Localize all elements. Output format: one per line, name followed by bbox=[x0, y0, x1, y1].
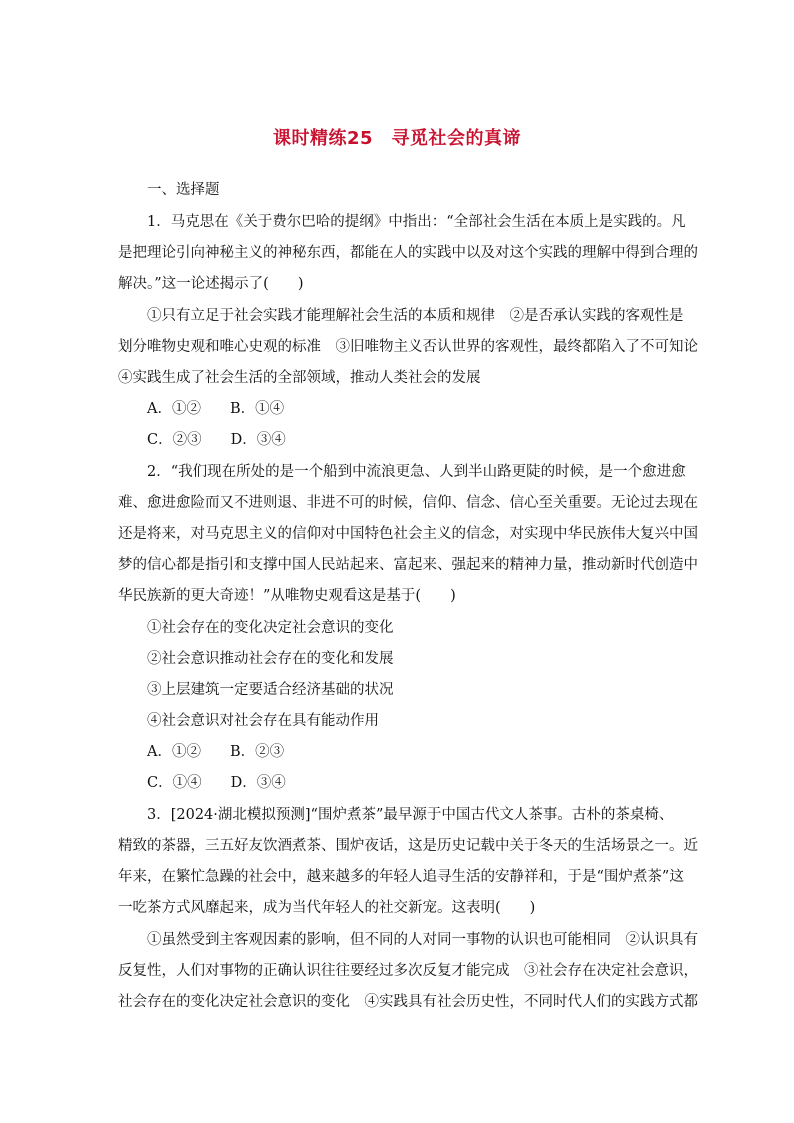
q1-item-line: 划分唯物史观和唯心史观的标准 ③旧唯物主义否认世界的客观性，最终都陷入了不可知论 bbox=[118, 339, 698, 355]
q3-stem-line: 一吃茶方式风靡起来，成为当代年轻人的社交新宠。这表明( ) bbox=[118, 900, 536, 916]
q3-item-line: ①虽然受到主客观因素的影响，但不同的人对同一事物的认识也可能相同 ②认识具有 bbox=[147, 932, 698, 948]
q1-item-line: ④实践生成了社会生活的全部领域，推动人类社会的发展 bbox=[118, 370, 481, 386]
q3-stem-line: 3．[2024·湖北模拟预测]“围炉煮茶”最早源于中国古代文人茶事。古朴的茶桌椅、 bbox=[147, 807, 674, 823]
q3-item-line: 反复性，人们对事物的正确认识往往要经过多次反复才能完成 ③社会存在决定社会意识， bbox=[118, 963, 698, 979]
q2-item-line: ①社会存在的变化决定社会意识的变化 bbox=[147, 620, 394, 636]
q2-stem-line: 还是将来，对马克思主义的信仰对中国特色社会主义的信念，对实现中华民族伟大复兴中国 bbox=[118, 526, 698, 542]
q2-options-ab: A．①② B．②③ bbox=[147, 744, 285, 760]
q2-stem-line: 华民族新的更大奇迹！”从唯物史观看这是基于( ) bbox=[118, 588, 456, 604]
section-heading: 一、选择题 bbox=[147, 182, 220, 198]
q2-stem-line: 难、愈进愈险而又不进则退、非进不可的时候，信仰、信念、信心至关重要。无论过去现在 bbox=[118, 495, 698, 511]
q2-item-line: ③上层建筑一定要适合经济基础的状况 bbox=[147, 682, 394, 698]
q1-stem-line: 1．马克思在《关于费尔巴哈的提纲》中指出：“全部社会生活在本质上是实践的。凡 bbox=[147, 214, 686, 230]
page-title: 课时精练25 寻觅社会的真谛 bbox=[272, 128, 522, 149]
q2-item-line: ④社会意识对社会存在具有能动作用 bbox=[147, 713, 379, 729]
q3-item-line: 社会存在的变化决定社会意识的变化 ④实践具有社会历史性，不同时代人们的实践方式都 bbox=[118, 994, 698, 1010]
q2-item-line: ②社会意识推动社会存在的变化和发展 bbox=[147, 651, 394, 667]
q2-options-cd: C．①④ D．③④ bbox=[147, 775, 286, 791]
q2-stem-line: 梦的信心都是指引和支撑中国人民站起来、富起来、强起来的精神力量，推动新时代创造中 bbox=[118, 557, 698, 573]
q1-options-ab: A．①② B．①④ bbox=[147, 401, 285, 417]
q1-item-line: ①只有立足于社会实践才能理解社会生活的本质和规律 ②是否承认实践的客观性是 bbox=[147, 308, 684, 324]
q3-stem-line: 年来，在繁忙急躁的社会中，越来越多的年轻人追寻生活的安静祥和，于是“围炉煮茶”这 bbox=[118, 869, 684, 885]
q1-options-cd: C．②③ D．③④ bbox=[147, 432, 286, 448]
q3-stem-line: 精致的茶器，三五好友饮酒煮茶、围炉夜话，这是历史记载中关于冬天的生活场景之一。近 bbox=[118, 838, 698, 854]
q1-stem-line: 是把理论引向神秘主义的神秘东西，都能在人的实践中以及对这个实践的理解中得到合理的 bbox=[118, 245, 698, 261]
q2-stem-line: 2．“我们现在所处的是一个船到中流浪更急、人到半山路更陡的时候，是一个愈进愈 bbox=[147, 464, 686, 480]
q1-stem-line: 解决。”这一论述揭示了( ) bbox=[118, 276, 304, 292]
